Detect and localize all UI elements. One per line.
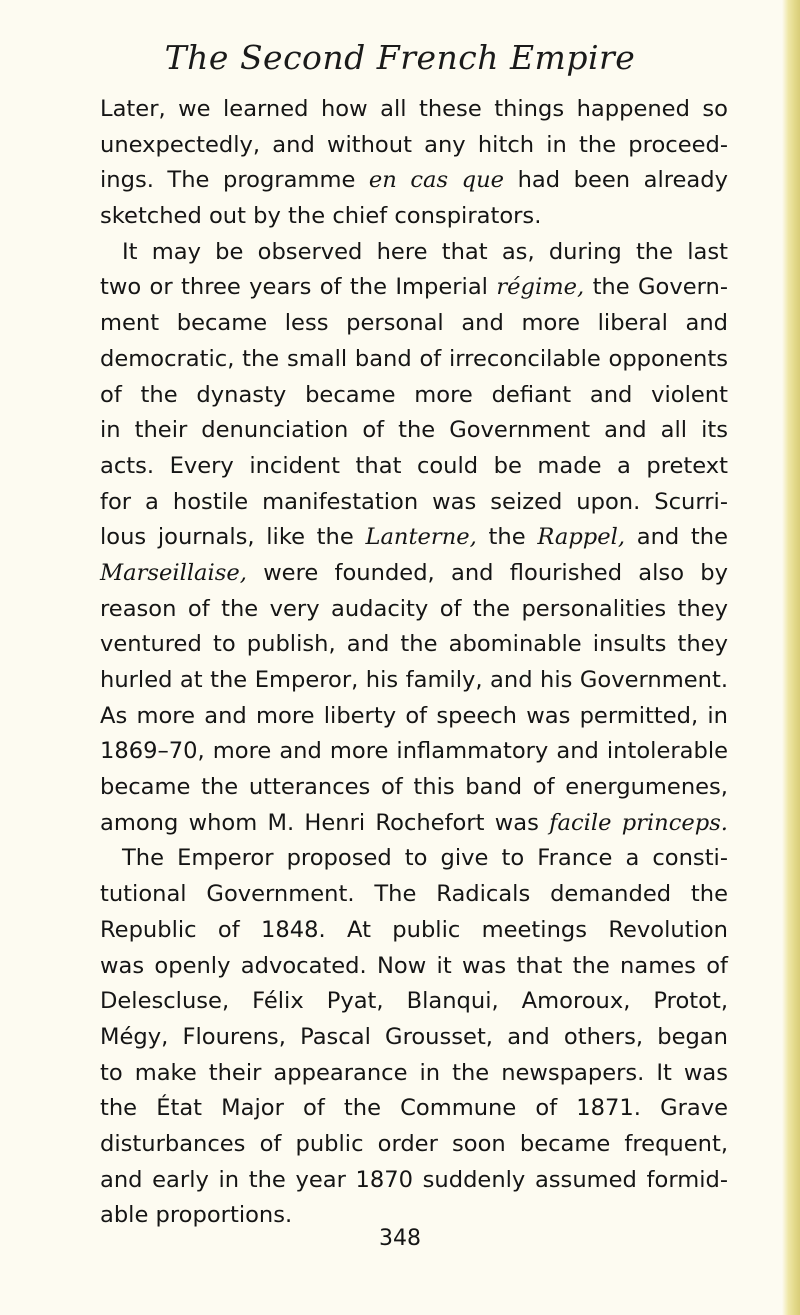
italic-phrase: régime, <box>496 274 585 301</box>
text-line: able proportions. <box>100 1202 293 1229</box>
text-line: to make their appearance in the newspapers. It was <box>100 1059 728 1086</box>
text-line: lous journals, like the Lanterne, the Rappel, and the <box>100 524 728 551</box>
text-line: the État Major of the Commune of 1871. Grave <box>100 1095 728 1122</box>
italic-phrase: facile princeps. <box>549 809 728 836</box>
text-line: among whom M. Henri Rochefort was facile princeps. <box>100 809 728 836</box>
text-line: in their denunciation of the Government and all its <box>100 417 728 444</box>
text-line: ings. The programme en cas que had been already <box>100 167 728 194</box>
text-line: for a hostile manifestation was seized upon. Scurri- <box>100 488 728 515</box>
italic-phrase: en cas que <box>368 167 505 194</box>
text-line: ventured to publish, and the abominable insults they <box>100 631 728 658</box>
italic-phrase: Rappel, <box>537 524 626 551</box>
text-line: tutional Government. The Radicals demanded the <box>100 881 728 908</box>
text-line: ment became less personal and more liberal and <box>100 310 728 337</box>
text-line: Delescluse, Félix Pyat, Blanqui, Amoroux, Protot, <box>100 988 728 1015</box>
text-line: sketched out by the chief conspirators. <box>100 203 542 230</box>
text-line: became the utterances of this band of energumenes, <box>100 774 728 801</box>
text-line: disturbances of public order soon became frequent, <box>100 1130 728 1157</box>
text-line: Republic of 1848. At public meetings Revolution <box>100 916 728 943</box>
page-edge-shading <box>782 0 800 1315</box>
text-line: Marseillaise, were founded, and flourished also by <box>100 559 729 586</box>
text-line: democratic, the small band of irreconcilable opponents <box>100 345 728 372</box>
italic-phrase: Marseillaise, <box>100 559 247 586</box>
page-number: 348 <box>379 1226 421 1251</box>
text-line: acts. Every incident that could be made a pretext <box>100 452 728 479</box>
text-line: The Emperor proposed to give to France a consti- <box>122 845 728 872</box>
text-line: Mégy, Flourens, Pascal Grousset, and others, began <box>100 1023 728 1050</box>
body-text <box>100 92 728 1234</box>
text-line: It may be observed here that as, during the last <box>122 238 728 265</box>
text-line: and early in the year 1870 suddenly assumed formid- <box>100 1166 728 1193</box>
running-head: The Second French Empire <box>164 38 636 77</box>
text-line: As more and more liberty of speech was permitted, in <box>100 702 728 729</box>
text-line: two or three years of the Imperial régime, the Govern- <box>100 274 729 301</box>
text-line: of the dynasty became more defiant and violent <box>100 381 728 408</box>
text-line: Later, we learned how all these things happened so <box>100 96 728 122</box>
text-line: 1869–70, more and more inflammatory and intolerable <box>100 738 728 765</box>
text-line: unexpectedly, and without any hitch in the proceed- <box>100 131 728 158</box>
text-line: reason of the very audacity of the personalities they <box>100 595 728 622</box>
italic-phrase: Lanterne, <box>365 524 477 551</box>
text-line: was openly advocated. Now it was that the names of <box>100 952 728 979</box>
text-line: hurled at the Emperor, his family, and his Government. <box>100 667 728 693</box>
